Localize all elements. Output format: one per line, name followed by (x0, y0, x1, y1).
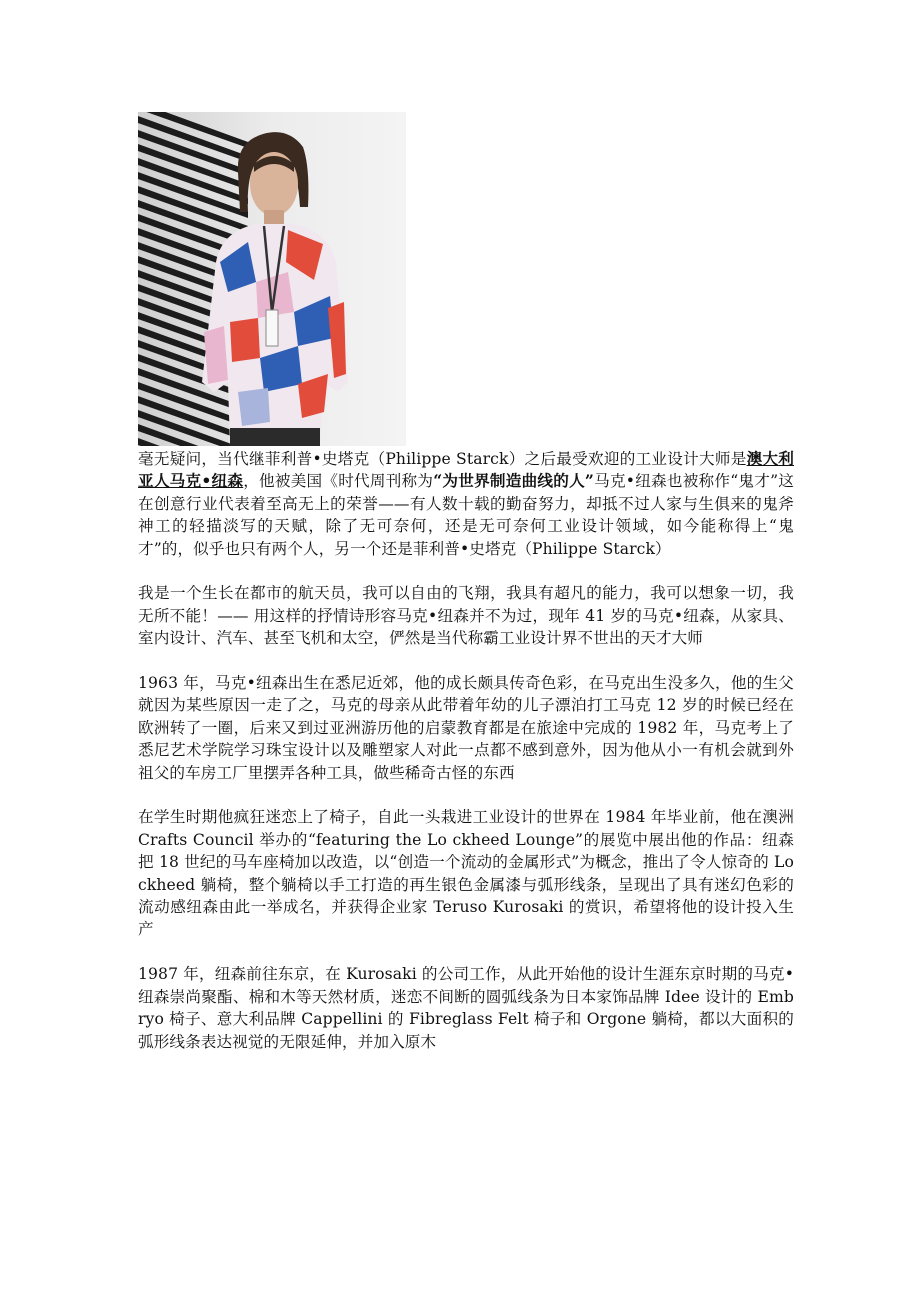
name-link-marc-newson[interactable]: 澳大利亚人马克•纽森 (138, 449, 794, 491)
paragraph-astronaut: 我是一个生长在都市的航天员，我可以自由的飞翔，我具有超凡的能力，我可以想象一切，我无所不能！—— 用这样的抒情诗形容马克•纽森并不为过，现年 41 岁的马克•纽森，从家具、室内设计、汽车、甚至飞机和太空，俨然是当代称霸工业设计界不世出的天才大师 (138, 584, 794, 648)
paragraph-lockheed: 在学生时期他疯狂迷恋上了椅子，自此一头栽进工业设计的世界在 1984 年毕业前，他在澳洲 Crafts Council 举办的“featuring the Lo ckheed Lounge”的展览中展出他的作品：纽森把 18 世纪的马车座椅加以改造，以“创造一个流动的金属形式”为概念，推出了令人惊奇的 Lockheed 躺椅，整个躺椅以手工打造的再生银色金属漆与弧形线条，呈现出了具有迷幻色彩的流动感纽森由此一举成名，并获得企业家 Teruso Kurosaki 的赏识，希望将他的设计投入生产 (138, 808, 794, 939)
intro-text-e: 马克•纽森也被称作“鬼才”这在创意行业代表着至高无上的荣誉——有人数十载的勤奋努力，却抵不过人家与生俱来的鬼斧神工的轻描淡写的天赋，除了无可奈何，还是无可奈何工业设计领域，如今能称得上“鬼才”的，似乎也只有两个人，另一个还是菲利普•史塔克（Philippe Starck） (138, 472, 795, 558)
paragraph-intro (138, 448, 794, 560)
portrait-photo (138, 112, 406, 446)
intro-text-a: 毫无疑问，当代继菲利普•史塔克（Philippe Starck）之后最受欢迎的工业设计大师是 (138, 450, 747, 468)
paragraph-childhood: 1963 年，马克•纽森出生在悉尼近郊，他的成长颇具传奇色彩，在马克出生没多久，他的生父就因为某些原因一走了之，马克的母亲从此带着年幼的儿子漂泊打工马克 12 岁的时候已经在欧洲转了一圈，后来又到过亚洲游历他的启蒙教育都是在旅途中完成的 1982 年，马克考上了悉尼艺术学院学习珠宝设计以及雕塑家人对此一点都不感到意外，因为他从小一有机会就到外祖父的车房工厂里摆弄各种工具，做些稀奇古怪的东西 (138, 674, 794, 782)
portrait-photo-icon (138, 112, 406, 446)
paragraph-tokyo: 1987 年，纽森前往东京，在 Kurosaki 的公司工作，从此开始他的设计生涯东京时期的马克•纽森崇尚聚酯、棉和木等天然材质，迷恋不间断的圆弧线条为日本家饰品牌 Idee 设计的 Embryo 椅子、意大利品牌 Cappellini 的 Fibreglass Felt 椅子和 Orgone 躺椅，都以大面积的弧形线条表达视觉的无限延伸，并加入原木 (138, 965, 794, 1051)
document-page (138, 112, 794, 1075)
intro-text-c: ，他被美国《时代周刊称为 (243, 472, 434, 491)
intro-quote-title: “为世界制造曲线的人” (433, 471, 594, 491)
